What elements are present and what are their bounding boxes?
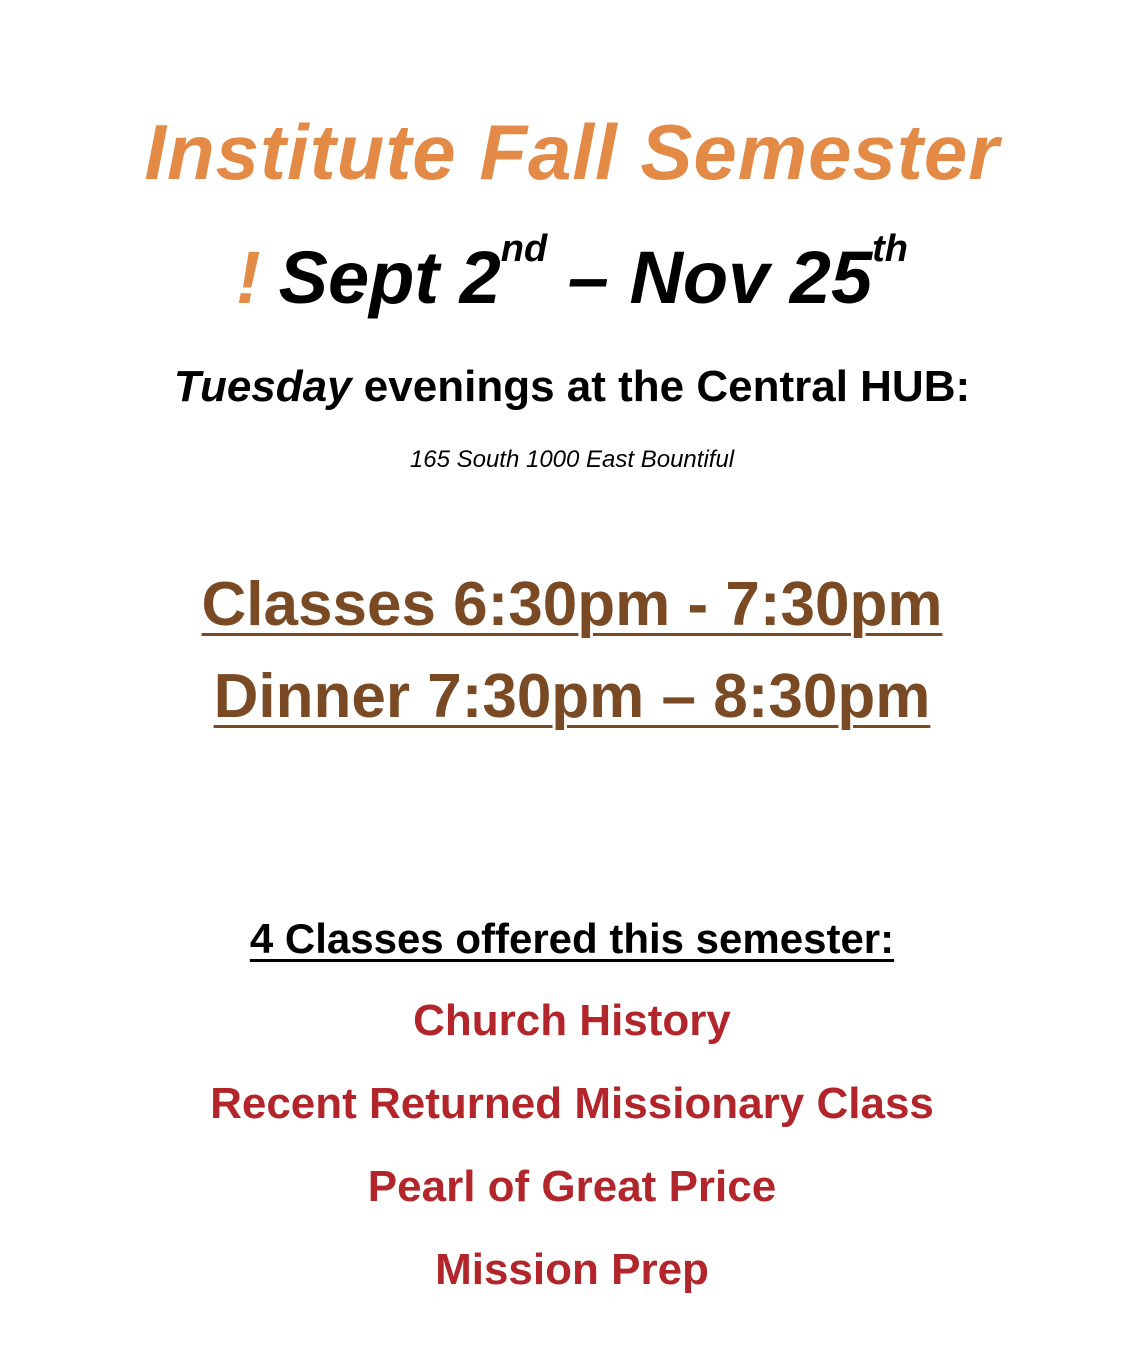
venue-day: Tuesday <box>173 362 352 411</box>
flyer-title: Institute Fall Semester <box>144 108 1000 196</box>
venue-text: evenings at the Central HUB: <box>351 362 971 411</box>
class-item: Church History <box>413 996 731 1045</box>
schedule-classes-text: Classes 6:30pm - 7:30pm <box>201 570 943 639</box>
end-date-suffix: th <box>872 228 908 270</box>
classes-heading <box>0 910 1144 968</box>
class-item: Recent Returned Missionary Class <box>210 1079 934 1128</box>
schedule-classes <box>0 566 1144 644</box>
class-item: Mission Prep <box>435 1245 709 1294</box>
start-date-suffix: nd <box>500 228 548 270</box>
semester-dates <box>0 228 1144 324</box>
start-date: Sept 2 <box>278 236 501 319</box>
class-item: Pearl of Great Price <box>367 1162 777 1211</box>
schedule-dinner-text: Dinner 7:30pm – 8:30pm <box>213 662 931 731</box>
venue-address: 165 South 1000 East Bountiful <box>409 446 735 473</box>
classes-heading-text: 4 Classes offered this semester: <box>249 915 895 962</box>
venue-line <box>0 358 1144 416</box>
date-separator: – <box>547 236 630 319</box>
exclamation-mark: ! <box>236 236 261 319</box>
schedule-dinner <box>0 658 1144 736</box>
end-date: Nov 25 <box>629 236 873 319</box>
